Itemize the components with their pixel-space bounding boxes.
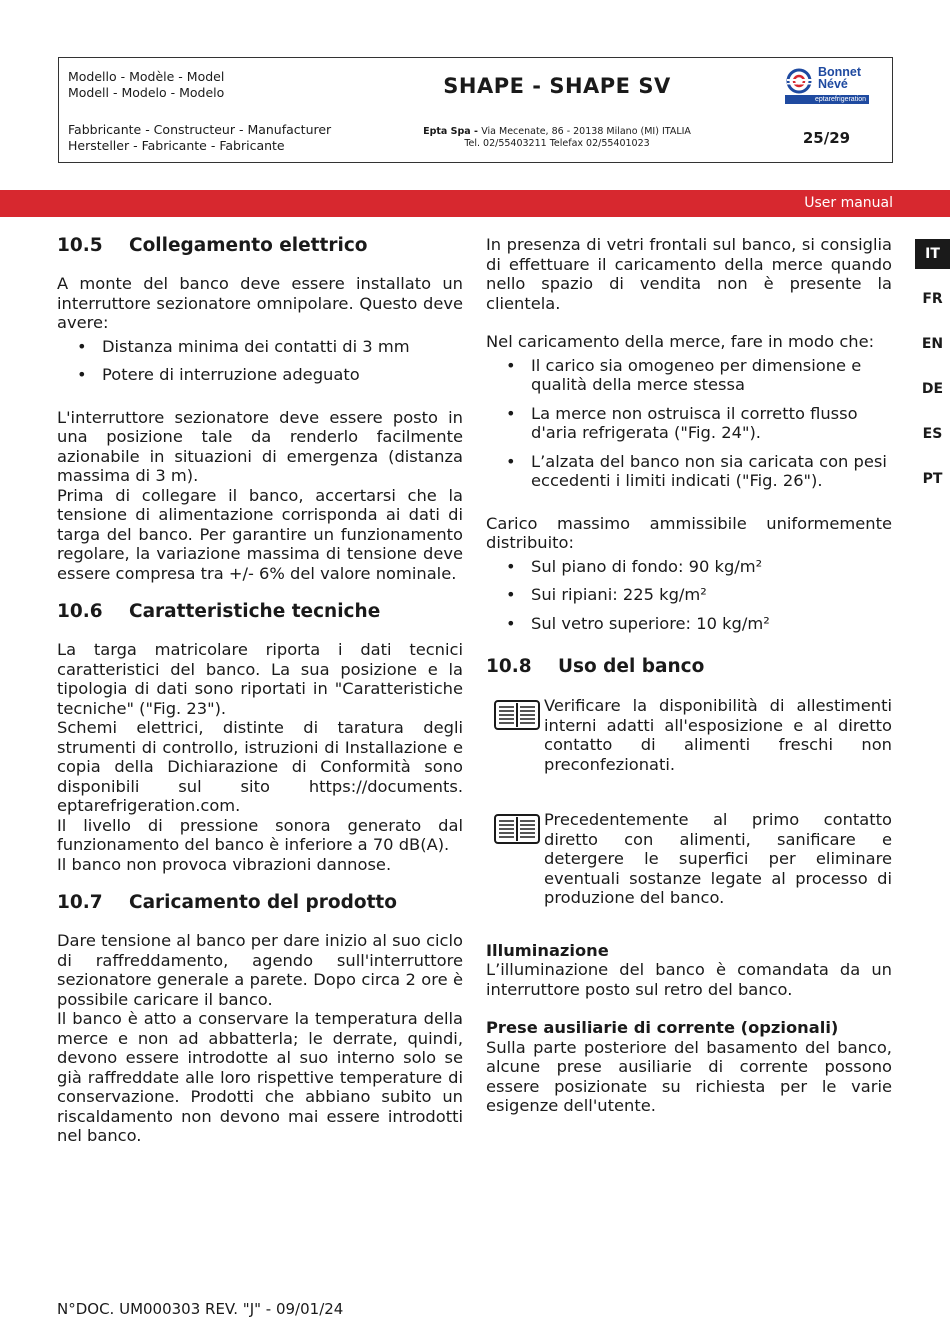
open-book-icon: [494, 814, 540, 844]
address-line-2: Tel. 02/55403211 Telefax 02/55401023: [464, 137, 650, 149]
document-footer: N°DOC. UM000303 REV. "J" - 09/01/24: [57, 1300, 344, 1318]
company-name: Epta Spa -: [423, 125, 482, 137]
paragraph: In presenza di vetri frontali sul banco, si consiglia di effettuare il caricamento della merce quando nello spazio di vendita non è presente la clientela.: [486, 235, 892, 313]
open-book-icon: [494, 700, 540, 730]
paragraph: Dare tensione al banco per dare inizio al suo ciclo di raffreddamento, agendo sull'interruttore sezionatore generale a parete. Dopo circa 2 ore è possibile caricare il banco.: [57, 931, 463, 1009]
manufacturer-label-2: Hersteller - Fabricante - Fabricante: [68, 138, 285, 153]
brand-logo: [761, 58, 892, 113]
paragraph: L'interruttore sezionatore deve essere posto in una posizione tale da renderlo facilmente azionabile in situazioni di emergenza (distanza massima di 3 m).: [57, 407, 463, 485]
left-column: [57, 235, 463, 1146]
lang-tab-en[interactable]: EN: [921, 336, 944, 352]
manufacturer-cell: [59, 113, 353, 162]
model-cell: [59, 58, 353, 113]
section-heading-10-7: 10.7 Caricamento del prodotto: [57, 892, 397, 913]
logo-subbrand: eptarefrigeration: [785, 95, 869, 104]
lang-tab-pt[interactable]: PT: [922, 471, 943, 487]
list-item: • Il carico sia omogeneo per dimensione e qualità della merce stessa: [486, 356, 892, 395]
list-item: • La merce non ostruisca il corretto flusso d'aria refrigerata ("Fig. 24").: [486, 404, 892, 443]
manufacturer-label-1: Fabbricante - Constructeur - Manufacturer: [68, 122, 332, 137]
model-label-1: Modello - Modèle - Model: [68, 69, 225, 84]
page-number: 25/29: [802, 128, 851, 147]
list-item: • Potere di interruzione adeguato: [57, 365, 463, 385]
paragraph: L’illuminazione del banco è comandata da un interruttore posto sul retro del banco.: [486, 960, 892, 999]
document-header: [58, 57, 893, 163]
address-line-1: Via Mecenate, 86 - 20138 Milano (MI) ITALIA: [481, 125, 691, 137]
section-heading-10-6: 10.6 Caratteristiche tecniche: [57, 601, 381, 622]
notice-text: Precedentemente al primo contatto diretto con alimenti, sanificare e detergere le superfici per eliminare eventuali sostanze legate al processo di produzione del banco.: [544, 810, 892, 907]
notice-text: Verificare la disponibilità di allestimenti interni adatti all'esposizione e al diretto contatto di alimenti freschi non preconfezionati.: [544, 696, 892, 774]
paragraph: Sulla parte posteriore del basamento del banco, alcune prese ausiliarie di corrente possono essere posizionate su richiesta per le varie esigenze dell'utente.: [486, 1037, 892, 1115]
band-label: User manual: [804, 195, 893, 211]
list-item: • Distanza minima dei contatti di 3 mm: [57, 337, 463, 357]
lang-tab-it[interactable]: IT: [915, 239, 950, 269]
section-heading-10-5: 10.5 Collegamento elettrico: [57, 235, 368, 256]
right-column: [486, 235, 892, 1116]
address-cell: [353, 113, 761, 162]
lang-tab-de[interactable]: DE: [921, 381, 944, 397]
logo-emblem-icon: [785, 67, 815, 95]
logo-text-2: Névé: [818, 77, 848, 91]
paragraph: Il livello di pressione sonora generato dal funzionamento del banco è inferiore a 70 dB(A).: [57, 815, 463, 854]
list-item: • Sui ripiani: 225 kg/m²: [486, 585, 892, 605]
model-label-2: Modell - Modelo - Modelo: [68, 85, 225, 100]
list-item: • L’alzata del banco non sia caricata con pesi eccedenti i limiti indicati ("Fig. 26").: [486, 452, 892, 491]
paragraph: Nel caricamento della merce, fare in modo che:: [486, 332, 875, 351]
paragraph: Prima di collegare il banco, accertarsi che la tensione di alimentazione corrisponda ai dati di targa del banco. Per garantire un funzionamento regolare, la variazione massima di tensione deve essere compresa tra +/- 6% del valore nominale.: [57, 485, 463, 583]
paragraph: La targa matricolare riporta i dati tecnici caratteristici del banco. La sua posizione e la tipologia di dati sono riportati in "Caratteristiche tecniche" ("Fig. 23").: [57, 640, 463, 718]
paragraph: A monte del banco deve essere installato un interruttore sezionatore omnipolare. Questo deve avere:: [57, 274, 463, 332]
paragraph: Schemi elettrici, distinte di taratura degli strumenti di controllo, istruzioni di Installazione e copia della Dichiarazione di Conformità sono disponibili sul sito https://documents. eptarefrigeration.com.: [57, 718, 463, 815]
section-band: [0, 190, 950, 217]
paragraph: Carico massimo ammissibile uniformemente distribuito:: [486, 513, 892, 552]
paragraph: Il banco è atto a conservare la temperatura della merce e non ad abbatterla; le derrate, quindi, devono essere introdotte al suo interno solo se già raffreddate alle loro rispettive temperature di conservazione. Prodotti che abbiano subito un riscaldamento non devono mai essere introdotti nel banco.: [57, 1009, 463, 1145]
logo-text-1: Bonnet: [818, 65, 862, 79]
notice-block: [486, 696, 892, 774]
document-title: SHAPE - SHAPE SV: [443, 73, 671, 98]
subheading-prese: Prese ausiliarie di corrente (opzionali): [486, 1018, 839, 1037]
lang-tab-es[interactable]: ES: [922, 426, 943, 442]
section-heading-10-8: 10.8 Uso del banco: [486, 656, 705, 677]
subheading-illuminazione: Illuminazione: [486, 940, 609, 960]
paragraph: Il banco non provoca vibrazioni dannose.: [57, 854, 392, 874]
list-item: • Sul piano di fondo: 90 kg/m²: [486, 557, 892, 577]
notice-block: [486, 810, 892, 908]
list-item: • Sul vetro superiore: 10 kg/m²: [486, 614, 892, 634]
lang-tab-fr[interactable]: FR: [922, 291, 943, 307]
